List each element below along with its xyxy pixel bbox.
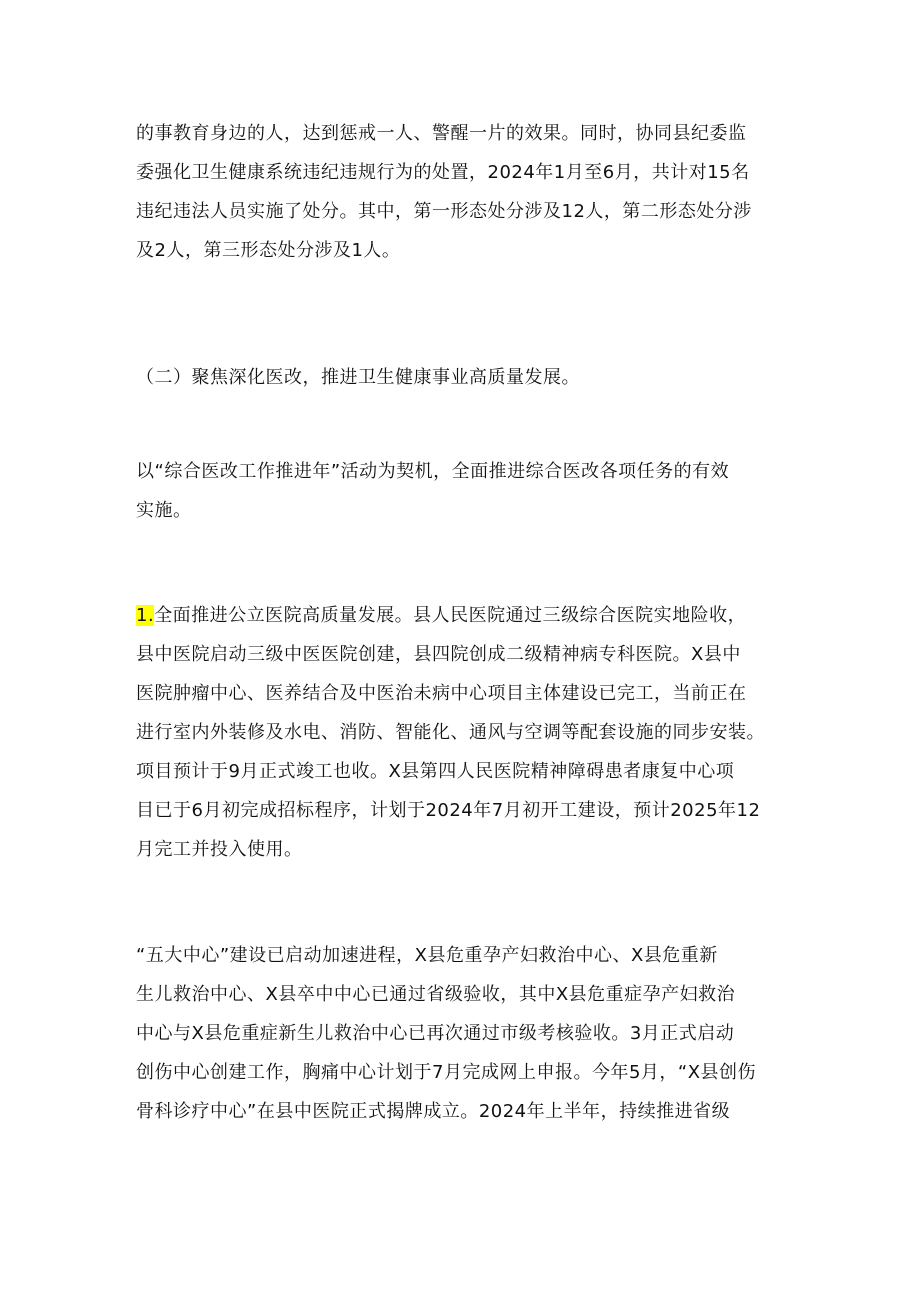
text-line: 以“综合医改工作推进年”活动为契机，全面推进综合医改各项任务的有效 xyxy=(136,461,730,482)
text-line: 目已于6月初完成招标程序，计划于2024年7月初开工建设，预计2025年12 xyxy=(136,800,761,821)
text-line: 及2人，第三形态处分涉及1人。 xyxy=(136,240,401,261)
text-line xyxy=(136,596,796,635)
text-line: 进行室内外装修及水电、消防、智能化、通风与空调等配套设施的同步安装。 xyxy=(136,722,765,743)
text-line: “五大中心”建设已启动加速进程，X县危重孕产妇救治中心、X县危重新 xyxy=(136,945,718,966)
section-heading-2 xyxy=(136,358,796,397)
text-line: 违纪违法人员实施了处分。其中，第一形态处分涉及12人，第二形态处分涉 xyxy=(136,201,752,222)
text-line: 县中医院启动三级中医医院创建，县四院创成二级精神病专科医院。X县中 xyxy=(136,644,741,665)
paragraph-public-hospitals xyxy=(136,596,796,869)
text-line: 骨科诊疗中心”在县中医院正式揭牌成立。2024年上半年，持续推进省级 xyxy=(136,1101,731,1122)
text-line: 月完工并投入使用。 xyxy=(136,839,303,860)
text-line: 生儿救治中心、X县卒中中心已通过省级验收，其中X县危重症孕产妇救治 xyxy=(136,984,736,1005)
text-line: 中心与X县危重症新生儿救治中心已再次通过市级考核验收。3月正式启动 xyxy=(136,1023,735,1044)
text-line: 创伤中心创建工作，胸痛中心计划于7月完成网上申报。今年5月，“X县创伤 xyxy=(136,1062,757,1083)
list-marker-highlight: 1. xyxy=(136,605,155,626)
heading-text: （二）聚焦深化医改，推进卫生健康事业高质量发展。 xyxy=(136,367,580,388)
text-line: 委强化卫生健康系统违纪违规行为的处置，2024年1月至6月，共计对15名 xyxy=(136,162,750,183)
text-line: 实施。 xyxy=(136,500,192,521)
text-line-content: 全面推进公立医院高质量发展。县人民医院通过三级综合医院实地险收， xyxy=(154,605,747,626)
text-line: 的事教育身边的人，达到惩戒一人、警醒一片的效果。同时，协同县纪委监 xyxy=(136,123,747,144)
paragraph-five-centers xyxy=(136,936,796,1131)
paragraph-discipline xyxy=(136,114,796,270)
text-line: 医院肿瘤中心、医养结合及中医治未病中心项目主体建设已完工，当前正在 xyxy=(136,683,747,704)
text-line: 项目预计于9月正式竣工也收。X县第四人民医院精神障碍患者康复中心项 xyxy=(136,761,735,782)
paragraph-reform-intro xyxy=(136,452,796,530)
